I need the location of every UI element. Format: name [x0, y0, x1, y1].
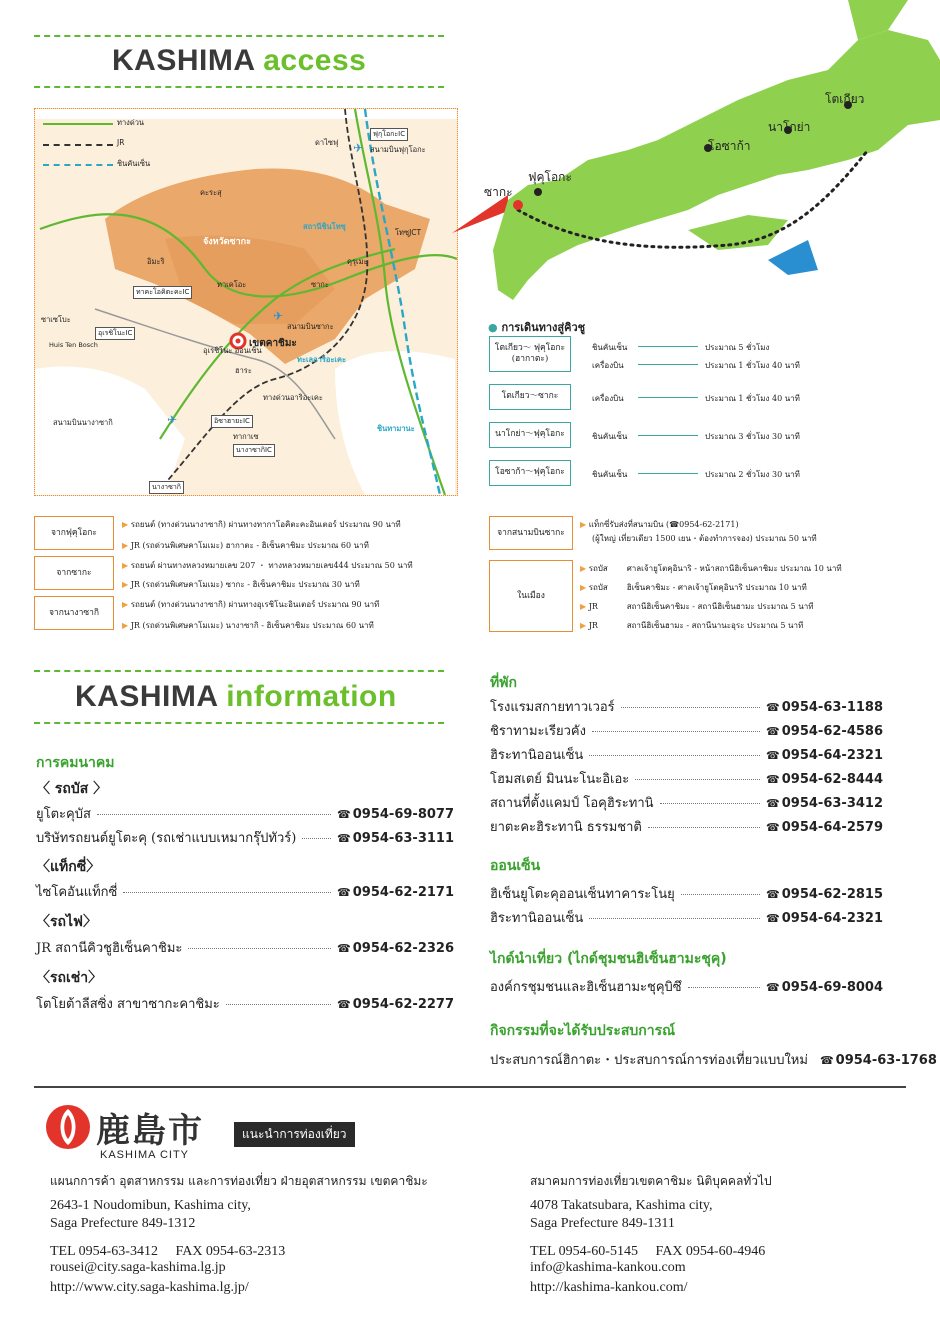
- kashima-logo-icon: [44, 1103, 92, 1151]
- from-box-saga-airport: จากสนามบินซากะ: [489, 516, 573, 550]
- legend-expressway: ทางด่วน: [117, 118, 145, 127]
- kyushu-routes-header: ● การเดินทางสู่คิวชู: [488, 321, 586, 334]
- phone-icon: ☎: [337, 942, 351, 955]
- contact-row: ประสบการณ์ฮิกาตะ・ประสบการณ์การท่องเที่ยวแบบใหม่ ☎ 0954-63-1768: [490, 1053, 937, 1068]
- right-tel: TEL 0954-60-5145 FAX 0954-60-4946: [530, 1244, 766, 1259]
- route-box-nagoya-fukuoka: นาโกย่า～ฟุคุโอกะ: [489, 422, 571, 448]
- label-ureshino-onsen: อุเรชิโนะ ออนเซ็น: [203, 346, 262, 355]
- information-title: KASHIMA information: [75, 680, 397, 713]
- left-email[interactable]: rousei@city.saga-kashima.lg.jp: [50, 1260, 226, 1275]
- legend-shinkansen: ชินคันเซ็น: [117, 159, 151, 168]
- regional-map: [34, 108, 458, 496]
- fukuoka-dot: [534, 188, 542, 196]
- contact-row: โตโยต้าลีสซิ่ง สาขาซากะคาชิมะ ☎ 0954-62-2277: [36, 997, 454, 1012]
- route-line: [638, 397, 698, 398]
- label-fukuoka: ฟุคุโอกะ: [528, 170, 572, 184]
- taxi-category: 〈แท็กซี่〉: [36, 859, 101, 875]
- label-saga: ซากะ: [484, 185, 513, 199]
- top-divider: [34, 35, 444, 37]
- phone-icon: ☎: [766, 912, 780, 925]
- label-saga: ซากะ: [311, 280, 329, 289]
- label-saga-pref: จังหวัดซากะ: [203, 237, 251, 247]
- access-divider: [34, 86, 444, 88]
- route-mode: ชินคันเซ็น: [592, 470, 628, 479]
- contact-row: ฮิระทานิออนเซ็น ☎ 0954-64-2321: [490, 748, 883, 763]
- route-line: [638, 346, 698, 347]
- route-line: [638, 435, 698, 436]
- phone-icon: ☎: [766, 981, 780, 994]
- tag-fukuoka-ic: ฟุกุโอกะIC: [370, 128, 408, 141]
- info-divider-bottom: [34, 722, 444, 724]
- label-tokyo: โตเกียว: [825, 92, 865, 106]
- airplane-icon: ✈: [167, 413, 178, 427]
- label-huis-ten-bosch: Huis Ten Bosch: [49, 341, 98, 349]
- left-url[interactable]: http://www.city.saga-kashima.lg.jp/: [50, 1280, 249, 1295]
- right-addr2: Saga Prefecture 849-1311: [530, 1216, 675, 1231]
- activity-heading: กิจกรรมที่จะได้รับประสบการณ์: [490, 1023, 676, 1039]
- label-takeo-onsen: ทาเคโอะ: [217, 280, 247, 289]
- label-imari: อิมะริ: [147, 257, 165, 266]
- tag-nagasaki: นางาซากิ: [149, 481, 184, 494]
- right-email[interactable]: info@kashima-kankou.com: [530, 1260, 686, 1275]
- tourism-badge: แนะนำการท่องเที่ยว: [234, 1122, 355, 1147]
- phone-icon: ☎: [337, 998, 351, 1011]
- onsen-heading: ออนเซ็น: [490, 858, 541, 874]
- phone-icon: ☎: [337, 832, 351, 845]
- route-time: ประมาณ 1 ชั่วโมง 40 นาที: [705, 361, 800, 370]
- tag-isahaya-ic: อิซาฮายะIC: [211, 415, 253, 428]
- phone-icon: ☎: [766, 773, 780, 786]
- legend-jr-line: [43, 144, 113, 146]
- from-line: ▶ JR (รถด่วนพิเศษคาโมเมะ) นางาซากิ - ฮิเซ็นคาชิมะ ประมาณ 60 นาที: [122, 621, 374, 630]
- airport-line: (ผู้ใหญ่ เที่ยวเดียว 1500 เยน・ต้องทำการจอง) ประมาณ 50 นาที: [592, 534, 817, 543]
- saga-dot: [513, 200, 523, 210]
- label-shin-tosu: สถานีชินโทซุ: [303, 222, 346, 231]
- label-ariake-expressway: ทางด่วนอาริอะเคะ: [263, 393, 323, 402]
- access-title: KASHIMA access: [112, 44, 367, 77]
- incity-line: ▶ JR สถานีฮิเซ็นฮามะ - สถานีนานะอุระ ประมาณ 5 นาที: [580, 621, 804, 630]
- route-mode: ชินคันเซ็น: [592, 343, 628, 352]
- phone-icon: ☎: [766, 701, 780, 714]
- route-time: ประมาณ 2 ชั่วโมง 30 นาที: [705, 470, 800, 479]
- label-sasebo: ซาเซโบะ: [41, 315, 71, 324]
- phone-icon: ☎: [337, 808, 351, 821]
- right-addr1: 4078 Takatsubara, Kashima city,: [530, 1198, 713, 1213]
- label-shin-tamana: ชินทามานะ: [377, 424, 415, 433]
- phone-icon: ☎: [819, 1054, 834, 1067]
- from-box-nagasaki: จากนางาซากิ: [34, 596, 114, 630]
- label-nagasaki-airport: สนามบินนางาซากิ: [53, 418, 113, 427]
- tag-nagasaki-ic: นางาซากิIC: [233, 444, 275, 457]
- legend-jr: JR: [117, 138, 125, 147]
- route-box-osaka-fukuoka: โอซาก้า～ฟุคุโอกะ: [489, 460, 571, 486]
- route-line: [638, 364, 698, 365]
- left-tel: TEL 0954-63-3412 FAX 0954-63-2313: [50, 1244, 286, 1259]
- contact-row: ชิราทามะเรียวคัง ☎ 0954-62-4586: [490, 724, 883, 739]
- train-category: 〈รถไฟ〉: [36, 914, 97, 930]
- incity-line: ▶ รถบัส ฮิเซ็นคาชิมะ - ศาลเจ้ายูโตคุอินาริ ประมาณ 10 นาที: [580, 583, 807, 592]
- label-nagoya: นาโกย่า: [768, 120, 811, 134]
- info-divider-top: [34, 670, 444, 672]
- from-box-fukuoka: จากฟุคุโอกะ: [34, 516, 114, 550]
- honshu-shape: [493, 30, 940, 300]
- kashima-marker-dot: [236, 339, 241, 344]
- contact-row: ไซโคอันแท็กซี่ ☎ 0954-62-2171: [36, 885, 454, 900]
- route-time: ประมาณ 3 ชั่วโมง 30 นาที: [705, 432, 800, 441]
- transport-heading: การคมนาคม: [36, 755, 115, 771]
- label-takase: ทากาเซ: [233, 432, 259, 441]
- logo-romaji: KASHIMA CITY: [100, 1149, 190, 1161]
- route-time: ประมาณ 5 ชั่วโมง: [705, 343, 770, 352]
- label-hara: ฮาระ: [235, 366, 252, 375]
- tag-ureshino-ic: อุเรชิโนะIC: [95, 327, 135, 340]
- footer-divider: [34, 1086, 906, 1088]
- route-mode: ชินคันเซ็น: [592, 432, 628, 441]
- contact-row: โรงแรมสกายทาวเวอร์ ☎ 0954-63-1188: [490, 700, 883, 715]
- left-addr1: 2643-1 Noudomibun, Kashima city,: [50, 1198, 251, 1213]
- legend-shinkansen-line: [43, 164, 113, 166]
- right-org: สมาคมการท่องเที่ยวเขตคาชิมะ นิติบุคคลทั่วไป: [530, 1174, 772, 1188]
- phone-icon: ☎: [766, 821, 780, 834]
- label-ariake-sea: ทะเลอาริอะเคะ: [297, 355, 347, 364]
- lodging-heading: ที่พัก: [490, 675, 517, 691]
- contact-row: ยาตะคะฮิระทานิ ธรรมชาติ ☎ 0954-64-2579: [490, 820, 883, 835]
- contact-row: องค์กรชุมชนและฮิเซ็นฮามะชุคุบิซึ ☎ 0954-69-8004: [490, 980, 883, 995]
- label-kurume: คุรุเมะ: [347, 257, 368, 266]
- contact-row: ฮิระทานิออนเซ็น ☎ 0954-64-2321: [490, 911, 883, 926]
- route-line: [638, 473, 698, 474]
- phone-icon: ☎: [766, 797, 780, 810]
- label-tosu-jct: โทซุJCT: [395, 228, 422, 237]
- route-mode: เครื่องบิน: [592, 394, 624, 403]
- airplane-icon: ✈: [273, 309, 284, 323]
- from-line: ▶ JR (รถด่วนพิเศษคาโมเมะ) ซากะ - ฮิเซ็นคาชิมะ ประมาณ 30 นาที: [122, 580, 360, 589]
- contact-row: บริษัทรถยนต์ยูโตะคุ (รถเช่าแบบเหมากรุ๊ปทัวร์) ☎ 0954-63-3111: [36, 831, 454, 846]
- airplane-icon: ✈: [353, 141, 364, 155]
- from-box-in-city: ในเมือง: [489, 560, 573, 632]
- legend-expressway-line: [43, 123, 113, 125]
- bus-category: 〈 รถบัส 〉: [36, 781, 108, 797]
- from-line: ▶ รถยนต์ (ทางด่วนนางาซากิ) ผ่านทางอุเรชิโนะอินเตอร์ ประมาณ 90 นาที: [122, 600, 380, 609]
- contact-row: ยูโตะคุบัส ☎ 0954-69-8077: [36, 807, 454, 822]
- left-org: แผนกการค้า อุตสาหกรรม และการท่องเที่ยว ฝ่ายอุตสาหกรรม เขตคาชิมะ: [50, 1174, 428, 1188]
- contact-row: JR สถานีคิวชูฮิเซ็นคาชิมะ ☎ 0954-62-2326: [36, 941, 454, 956]
- phone-icon: ☎: [766, 749, 780, 762]
- airplane-shape: [768, 240, 818, 275]
- guide-heading: ไกด์นำเที่ยว (ไกด์ชุมชนฮิเซ็นฮามะชุคุ): [490, 951, 727, 967]
- label-kashima-city: เขตคาชิมะ: [249, 338, 297, 349]
- label-dazaifu: ดาไซฟุ: [315, 138, 339, 147]
- contact-row: ฮิเซ็นยูโตะคุออนเซ็นทาคาระโนยุ ☎ 0954-62-2815: [490, 887, 883, 902]
- label-karatsu: คะระสุ: [200, 188, 222, 197]
- rental-category: 〈รถเช่า〉: [36, 970, 103, 986]
- from-line: ▶ รถยนต์ (ทางด่วนนางาซากิ) ผ่านทางทากาโอคิตะคะอินเตอร์ ประมาณ 90 นาที: [122, 520, 401, 529]
- phone-icon: ☎: [766, 725, 780, 738]
- route-box-tokyo-saga: โตเกียว～ซากะ: [489, 384, 571, 410]
- contact-row: สถานที่ตั้งแคมป์ โอคุฮิระทานิ ☎ 0954-63-3412: [490, 796, 883, 811]
- route-mode: เครื่องบิน: [592, 361, 624, 370]
- route-time: ประมาณ 1 ชั่วโมง 40 นาที: [705, 394, 800, 403]
- incity-line: ▶ รถบัส ศาลเจ้ายูโตคุอินาริ - หน้าสถานีฮิเซ็นคาชิมะ ประมาณ 10 นาที: [580, 564, 842, 573]
- logo-kanji: 鹿島市: [96, 1111, 204, 1151]
- route-box-tokyo-fukuoka: โตเกียว～ ฟุคุโอกะ (ฮากาตะ): [489, 336, 571, 372]
- from-line: ▶ JR (รถด่วนพิเศษคาโมเมะ) ฮากาตะ - ฮิเซ็นคาชิมะ ประมาณ 60 นาที: [122, 541, 369, 550]
- label-osaka: โอซาก้า: [708, 139, 751, 153]
- incity-line: ▶ JR สถานีฮิเซ็นคาชิมะ - สถานีฮิเซ็นฮามะ ประมาณ 5 นาที: [580, 602, 814, 611]
- phone-icon: ☎: [766, 888, 780, 901]
- from-line: ▶ รถยนต์ ผ่านทางหลวงหมายเลข 207 ・ ทางหลวงหมายเลข444 ประมาณ 50 นาที: [122, 561, 413, 570]
- contact-row: โฮมสเตย์ มินนะโนะอิเอะ ☎ 0954-62-8444: [490, 772, 883, 787]
- left-addr2: Saga Prefecture 849-1312: [50, 1216, 196, 1231]
- right-url[interactable]: http://kashima-kankou.com/: [530, 1280, 688, 1295]
- label-fukuoka-airport: สนามบินฟุกุโอกะ: [370, 145, 426, 154]
- airport-line: ▶ แท็กซี่รับส่งที่สนามบิน (☎0954-62-2171): [580, 520, 739, 529]
- from-box-saga: จากซากะ: [34, 556, 114, 590]
- tag-takeo-ic: ทาคะโอคิตะคะIC: [133, 286, 192, 299]
- phone-icon: ☎: [337, 886, 351, 899]
- label-saga-airport: สนามบินซากะ: [287, 322, 334, 331]
